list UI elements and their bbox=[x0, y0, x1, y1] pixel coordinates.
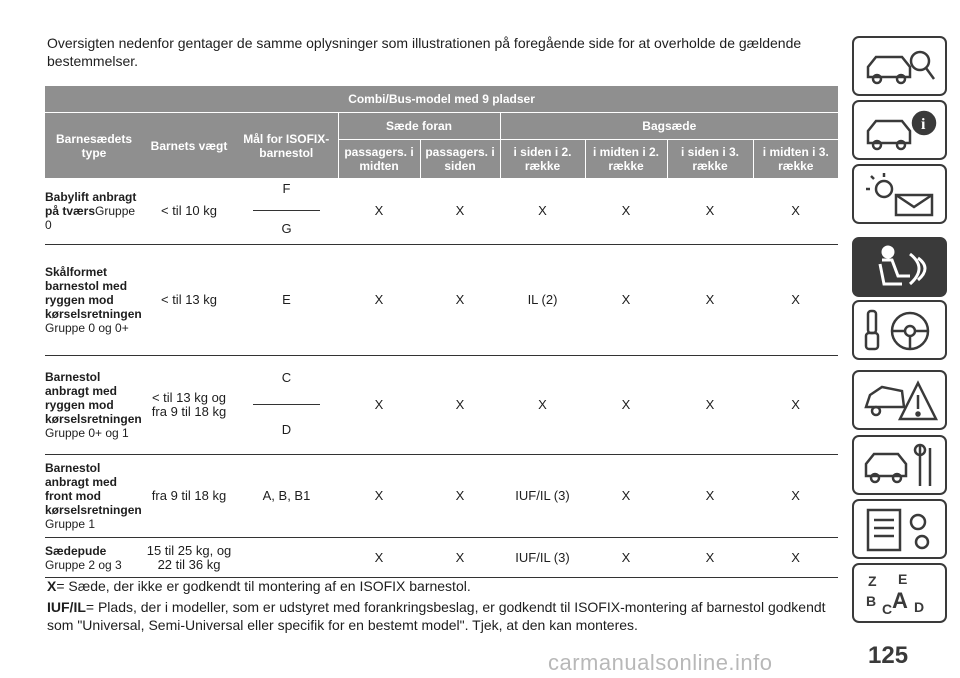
cell-value: X bbox=[667, 538, 753, 578]
cell-value: X bbox=[420, 245, 500, 356]
car-search-icon bbox=[862, 43, 940, 91]
cell-value: X bbox=[420, 538, 500, 578]
cell-value: IUF/IL (3) bbox=[500, 538, 585, 578]
car-crash-warning-icon bbox=[862, 377, 940, 425]
cell-value: IUF/IL (3) bbox=[500, 455, 585, 538]
cell-value: IL (2) bbox=[500, 245, 585, 356]
cell-value: X bbox=[585, 245, 667, 356]
row-size: C D bbox=[235, 356, 338, 455]
svg-text:B: B bbox=[866, 593, 877, 609]
svg-text:A: A bbox=[892, 588, 908, 613]
cell-value: X bbox=[753, 538, 838, 578]
cell-value: X bbox=[585, 356, 667, 455]
tab-index[interactable] bbox=[852, 563, 947, 623]
header-sub-2: i siden i 2. række bbox=[500, 140, 585, 179]
cell-value: X bbox=[585, 538, 667, 578]
tab-key-steering[interactable] bbox=[852, 300, 947, 360]
warning-light-message-icon bbox=[862, 171, 940, 219]
row-size: A, B, B1 bbox=[235, 455, 338, 538]
tab-car-search[interactable] bbox=[852, 36, 947, 96]
header-sub-0: passagers. i midten bbox=[338, 140, 420, 179]
row-size bbox=[235, 538, 338, 578]
header-sub-4: i siden i 3. række bbox=[667, 140, 753, 179]
tab-maintenance[interactable] bbox=[852, 435, 947, 495]
row-weight: 15 til 25 kg, og 22 til 36 kg bbox=[143, 538, 235, 578]
cell-value: X bbox=[420, 356, 500, 455]
cell-value: X bbox=[338, 245, 420, 356]
key-steering-wheel-icon bbox=[862, 307, 940, 355]
cell-value: X bbox=[667, 245, 753, 356]
header-front-seat: Sæde foran bbox=[338, 113, 500, 140]
table-row bbox=[45, 455, 838, 538]
table-row bbox=[45, 538, 838, 578]
row-label: Barnestol anbragt med ryggen mod kørselsretningen Gruppe 0+ og 1 bbox=[45, 356, 143, 455]
cell-value: X bbox=[338, 538, 420, 578]
tab-emergency[interactable] bbox=[852, 370, 947, 430]
svg-text:D: D bbox=[914, 599, 925, 615]
table-title: Combi/Bus-model med 9 pladser bbox=[45, 86, 838, 113]
cell-value: X bbox=[753, 455, 838, 538]
table-row bbox=[45, 356, 838, 455]
header-isofix-size: Mål for ISOFIX-barnestol bbox=[235, 113, 338, 179]
row-label: Sædepude Gruppe 2 og 3 bbox=[45, 538, 143, 578]
row-label: Skålformet barnestol med ryggen mod kørselsretningen Gruppe 0 og 0+ bbox=[45, 245, 143, 356]
cell-value: X bbox=[338, 455, 420, 538]
tab-specifications[interactable] bbox=[852, 499, 947, 559]
cell-value: X bbox=[420, 178, 500, 245]
cell-value: X bbox=[585, 455, 667, 538]
cell-value: X bbox=[667, 178, 753, 245]
intro-text: Oversigten nedenfor gentager de samme oplysninger som illustrationen på foregående side for at overholde de gældende bestemmelser. bbox=[47, 35, 802, 69]
row-weight: < til 13 kg bbox=[143, 245, 235, 356]
tab-car-info[interactable] bbox=[852, 100, 947, 160]
svg-text:E: E bbox=[898, 571, 908, 587]
table-row bbox=[45, 245, 838, 356]
cell-value: X bbox=[585, 178, 667, 245]
table-row bbox=[45, 178, 838, 245]
cell-value: X bbox=[753, 245, 838, 356]
legend-notes bbox=[47, 577, 847, 637]
car-tools-icon bbox=[862, 442, 940, 490]
alphabet-index-icon bbox=[862, 570, 940, 618]
seat-airbag-icon bbox=[862, 244, 940, 292]
row-weight: < til 13 kg og fra 9 til 18 kg bbox=[143, 356, 235, 455]
cell-value: X bbox=[420, 455, 500, 538]
header-sub-1: passagers. i siden bbox=[420, 140, 500, 179]
row-label: Barnestol anbragt med front mod kørselsretningen Gruppe 1 bbox=[45, 455, 143, 538]
cell-value: X bbox=[753, 178, 838, 245]
note-x: X= Sæde, der ikke er godkendt til montering af en ISOFIX barnestol. bbox=[47, 578, 471, 594]
svg-text:i: i bbox=[921, 116, 926, 133]
svg-text:C: C bbox=[882, 601, 893, 617]
cell-value: X bbox=[500, 178, 585, 245]
row-weight: < til 10 kg bbox=[143, 178, 235, 245]
header-seat-type: Barnesædets type bbox=[45, 113, 143, 179]
tab-seat-airbag[interactable] bbox=[852, 237, 947, 297]
isofix-table bbox=[45, 86, 838, 578]
row-weight: fra 9 til 18 kg bbox=[143, 455, 235, 538]
header-sub-3: i midten i 2. række bbox=[585, 140, 667, 179]
note-iuf: IUF/IL= Plads, der i modeller, som er udstyret med forankringsbeslag, er godkendt til ISOFIX-montering af barnestol godkendt som "Universal, Semi-Universal eller specifik for en bestemt model". Tjek, at den kan monteres. bbox=[47, 599, 826, 633]
row-label: Babylift anbragt på tværsGruppe 0 bbox=[45, 178, 143, 245]
cell-value: X bbox=[338, 178, 420, 245]
cell-value: X bbox=[667, 356, 753, 455]
header-sub-5: i midten i 3. række bbox=[753, 140, 838, 179]
row-size: F G bbox=[235, 178, 338, 245]
svg-text:Z: Z bbox=[868, 573, 877, 589]
cell-value: X bbox=[500, 356, 585, 455]
page-number: 125 bbox=[868, 642, 909, 669]
header-rear-seat: Bagsæde bbox=[500, 113, 838, 140]
cell-value: X bbox=[667, 455, 753, 538]
watermark: carmanualsonline.info bbox=[548, 650, 773, 675]
row-size: E bbox=[235, 245, 338, 356]
cell-value: X bbox=[753, 356, 838, 455]
tab-warning-lights[interactable] bbox=[852, 164, 947, 224]
header-weight: Barnets vægt bbox=[143, 113, 235, 179]
cell-value: X bbox=[338, 356, 420, 455]
car-info-icon bbox=[862, 107, 940, 155]
spec-sheet-gear-icon bbox=[862, 506, 940, 554]
